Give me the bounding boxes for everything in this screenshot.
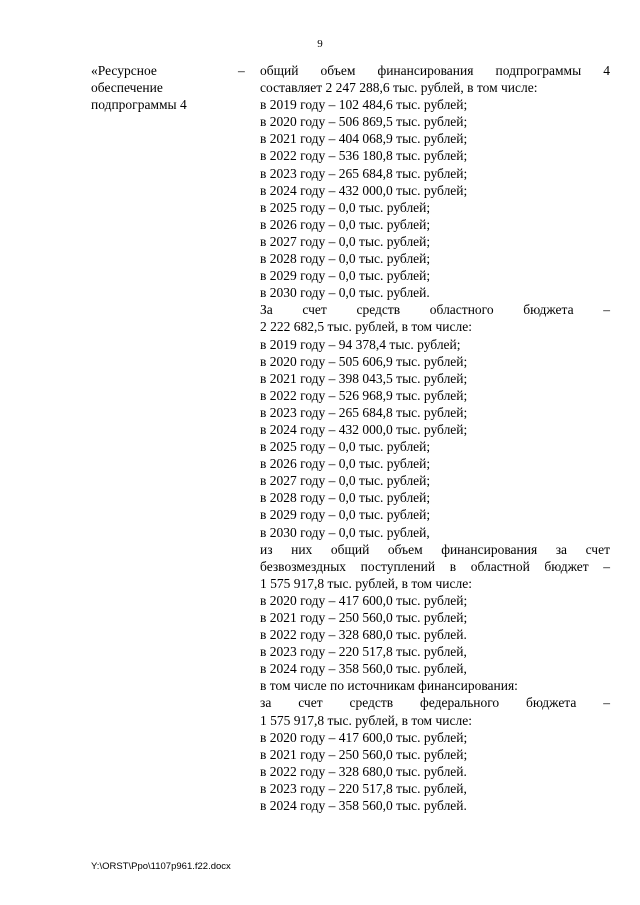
label-line: обеспечение bbox=[91, 80, 163, 96]
funding-line: составляет 2 247 288,6 тыс. рублей, в том числе: bbox=[260, 80, 538, 96]
funding-line: в 2023 году – 265 684,8 тыс. рублей; bbox=[260, 165, 468, 181]
funding-line: безвозмездных поступлений в областной бюджет – bbox=[260, 558, 610, 574]
program-section-label bbox=[91, 62, 211, 113]
funding-line: в 2020 году – 506 869,5 тыс. рублей; bbox=[260, 114, 468, 130]
page-number: 9 bbox=[317, 38, 323, 50]
funding-line: 2 222 682,5 тыс. рублей, в том числе: bbox=[260, 319, 472, 335]
funding-line: в 2025 году – 0,0 тыс. рублей; bbox=[260, 439, 431, 455]
funding-line: общий объем финансирования подпрограммы 4 bbox=[260, 63, 610, 78]
label-line: подпрограммы 4 bbox=[91, 97, 187, 113]
funding-line: 1 575 917,8 тыс. рублей, в том числе: bbox=[260, 575, 472, 591]
funding-line: 1 575 917,8 тыс. рублей, в том числе: bbox=[260, 712, 472, 728]
funding-line: в 2023 году – 220 517,8 тыс. рублей, bbox=[260, 644, 467, 660]
file-path-footer: Y:\ORST\Ppo\1107p961.f22.docx bbox=[91, 861, 231, 872]
funding-line: в 2021 году – 398 043,5 тыс. рублей; bbox=[260, 370, 468, 386]
funding-line: в 2019 году – 102 484,6 тыс. рублей; bbox=[260, 97, 468, 113]
funding-line: в 2020 году – 417 600,0 тыс. рублей; bbox=[260, 729, 468, 745]
funding-line: в 2025 году – 0,0 тыс. рублей; bbox=[260, 199, 431, 215]
funding-line: в 2021 году – 250 560,0 тыс. рублей; bbox=[260, 610, 468, 625]
separator-dash: – bbox=[238, 63, 245, 78]
funding-line: за счет средств федерального бюджета – bbox=[260, 695, 610, 711]
funding-line: в 2026 году – 0,0 тыс. рублей; bbox=[260, 456, 431, 472]
funding-line: За счет средств областного бюджета – bbox=[260, 302, 610, 318]
funding-line: в 2027 году – 0,0 тыс. рублей; bbox=[260, 473, 431, 489]
funding-line: в 2029 году – 0,0 тыс. рублей; bbox=[260, 268, 431, 284]
funding-line: в 2021 году – 250 560,0 тыс. рублей; bbox=[260, 746, 468, 762]
funding-line: в том числе по источникам финансирования: bbox=[260, 678, 518, 694]
funding-line: в 2020 году – 505 606,9 тыс. рублей; bbox=[260, 353, 468, 369]
funding-line: в 2022 году – 526 968,9 тыс. рублей; bbox=[260, 387, 468, 403]
funding-line: в 2027 году – 0,0 тыс. рублей; bbox=[260, 233, 431, 249]
funding-line: в 2022 году – 328 680,0 тыс. рублей. bbox=[260, 627, 467, 643]
funding-line: в 2024 году – 358 560,0 тыс. рублей. bbox=[260, 798, 467, 814]
funding-line: из них общий объем финансирования за счет bbox=[260, 541, 610, 557]
funding-line: в 2023 году – 220 517,8 тыс. рублей, bbox=[260, 780, 467, 796]
funding-line: в 2022 году – 328 680,0 тыс. рублей. bbox=[260, 763, 467, 779]
funding-line: в 2024 году – 432 000,0 тыс. рублей; bbox=[260, 421, 468, 437]
label-line: «Ресурсное bbox=[91, 63, 157, 78]
funding-description bbox=[260, 62, 610, 814]
funding-line: в 2023 году – 265 684,8 тыс. рублей; bbox=[260, 404, 468, 420]
funding-line: в 2022 году – 536 180,8 тыс. рублей; bbox=[260, 148, 468, 164]
funding-line: в 2024 году – 432 000,0 тыс. рублей; bbox=[260, 182, 468, 198]
funding-line: в 2028 году – 0,0 тыс. рублей; bbox=[260, 251, 431, 267]
funding-line: в 2024 году – 358 560,0 тыс. рублей, bbox=[260, 661, 467, 677]
funding-line: в 2030 году – 0,0 тыс. рублей, bbox=[260, 524, 430, 540]
funding-line: в 2021 году – 404 068,9 тыс. рублей; bbox=[260, 131, 468, 147]
funding-line: в 2026 году – 0,0 тыс. рублей; bbox=[260, 216, 431, 232]
funding-line: в 2029 году – 0,0 тыс. рублей; bbox=[260, 507, 431, 523]
funding-line: в 2028 году – 0,0 тыс. рублей; bbox=[260, 490, 431, 506]
funding-line: в 2030 году – 0,0 тыс. рублей. bbox=[260, 285, 430, 301]
funding-line: в 2020 году – 417 600,0 тыс. рублей; bbox=[260, 592, 468, 608]
funding-line: в 2019 году – 94 378,4 тыс. рублей; bbox=[260, 336, 461, 352]
